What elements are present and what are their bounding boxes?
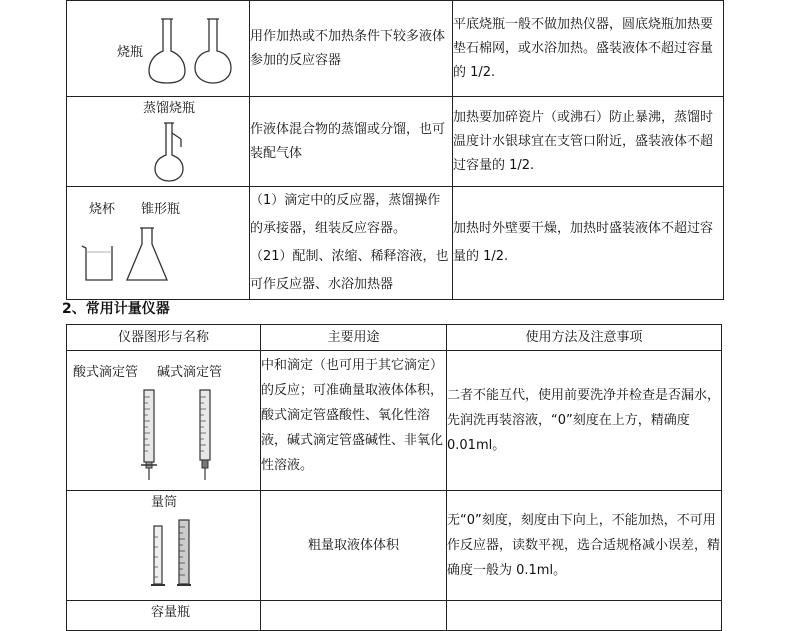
- large-graduated-cylinder-icon: [177, 519, 191, 589]
- use-cell: [261, 601, 447, 631]
- use-cell: 作液体混合物的蒸馏或分馏，也可装配气体: [250, 97, 453, 187]
- use-cell: 粗量取液体体积: [261, 491, 447, 601]
- notes-cell: 加热要加碎瓷片（或沸石）防止暴沸，蒸馏时温度计水银球宜在支管口附近，盛装液体不超过容量的 1/2.: [453, 97, 724, 187]
- notes-cell: 无“0”刻度，刻度由下向上，不能加热，不可用作反应器，读数平视，选合适规格减小误差，精确度一般为 0.1ml。: [447, 491, 722, 601]
- table-header-row: [67, 325, 722, 351]
- use-line: （1）滴定中的反应器，蒸馏操作的承接器，组装反应容器。: [250, 193, 441, 236]
- beaker-icon: [81, 244, 117, 282]
- instrument-name-beaker: 烧杯: [89, 202, 116, 217]
- notes-cell: 加热时外壁要干燥，加热时盛装液体不超过容量的 1/2.: [453, 187, 724, 300]
- round-bottom-flask-icon: [193, 17, 233, 85]
- notes-cell: 平底烧瓶一般不做加热仪器，圆底烧瓶加热要垫石棉网，或水浴加热。盛装液体不超过容量的 1/2.: [453, 1, 724, 97]
- instrument-cell: [67, 1, 250, 97]
- acid-burette-icon: [141, 389, 157, 481]
- instrument-name: 容量瓶: [151, 605, 191, 620]
- instrument-cell: [67, 491, 261, 601]
- instrument-cell: [67, 351, 261, 491]
- instrument-name: 量筒: [151, 495, 178, 510]
- distillation-flask-icon: [153, 121, 189, 183]
- instrument-name: 烧瓶: [117, 45, 144, 60]
- notes-cell: [447, 601, 722, 631]
- use-cell: 用作加热或不加热条件下较多液体参加的反应容器: [250, 1, 453, 97]
- erlenmeyer-flask-icon: [125, 226, 169, 282]
- table-row: [67, 601, 722, 631]
- notes-cell: 二者不能互代，使用前要洗净并检查是否漏水，先润洗再装溶液，“0”刻度在上方，精确度 0.01ml。: [447, 351, 722, 491]
- instrument-cell: [67, 187, 250, 300]
- column-header: 主要用途: [261, 325, 447, 351]
- instrument-name: 蒸馏烧瓶: [143, 101, 196, 116]
- instrument-name-erlenmeyer: 锥形瓶: [141, 202, 181, 217]
- section-title: 2、常用计量仪器: [62, 301, 170, 317]
- instrument-name-base-burette: 碱式滴定管: [157, 365, 223, 380]
- table-measuring-instruments: [66, 324, 722, 631]
- use-cell: 中和滴定（也可用于其它滴定）的反应；可准确量取液体体积，酸式滴定管盛酸性、氧化性溶液，碱式滴定管盛碱性、非氧化性溶液。: [261, 351, 447, 491]
- use-line: （21）配制、浓缩、稀释溶液，也可作反应器、水浴加热器: [250, 249, 449, 292]
- use-cell: [250, 187, 453, 300]
- instrument-cell: [67, 97, 250, 187]
- table-row: [67, 491, 722, 601]
- flat-bottom-flask-icon: [147, 17, 187, 85]
- column-header: 使用方法及注意事项: [447, 325, 722, 351]
- table-row: [67, 187, 724, 300]
- base-burette-icon: [197, 389, 213, 481]
- small-graduated-cylinder-icon: [151, 525, 165, 589]
- table-row: [67, 97, 724, 187]
- table-row: [67, 351, 722, 491]
- column-header: 仪器图形与名称: [67, 325, 261, 351]
- instrument-cell: [67, 601, 261, 631]
- instrument-name-acid-burette: 酸式滴定管: [73, 365, 139, 380]
- table-common-containers: [66, 0, 724, 300]
- table-row: [67, 1, 724, 97]
